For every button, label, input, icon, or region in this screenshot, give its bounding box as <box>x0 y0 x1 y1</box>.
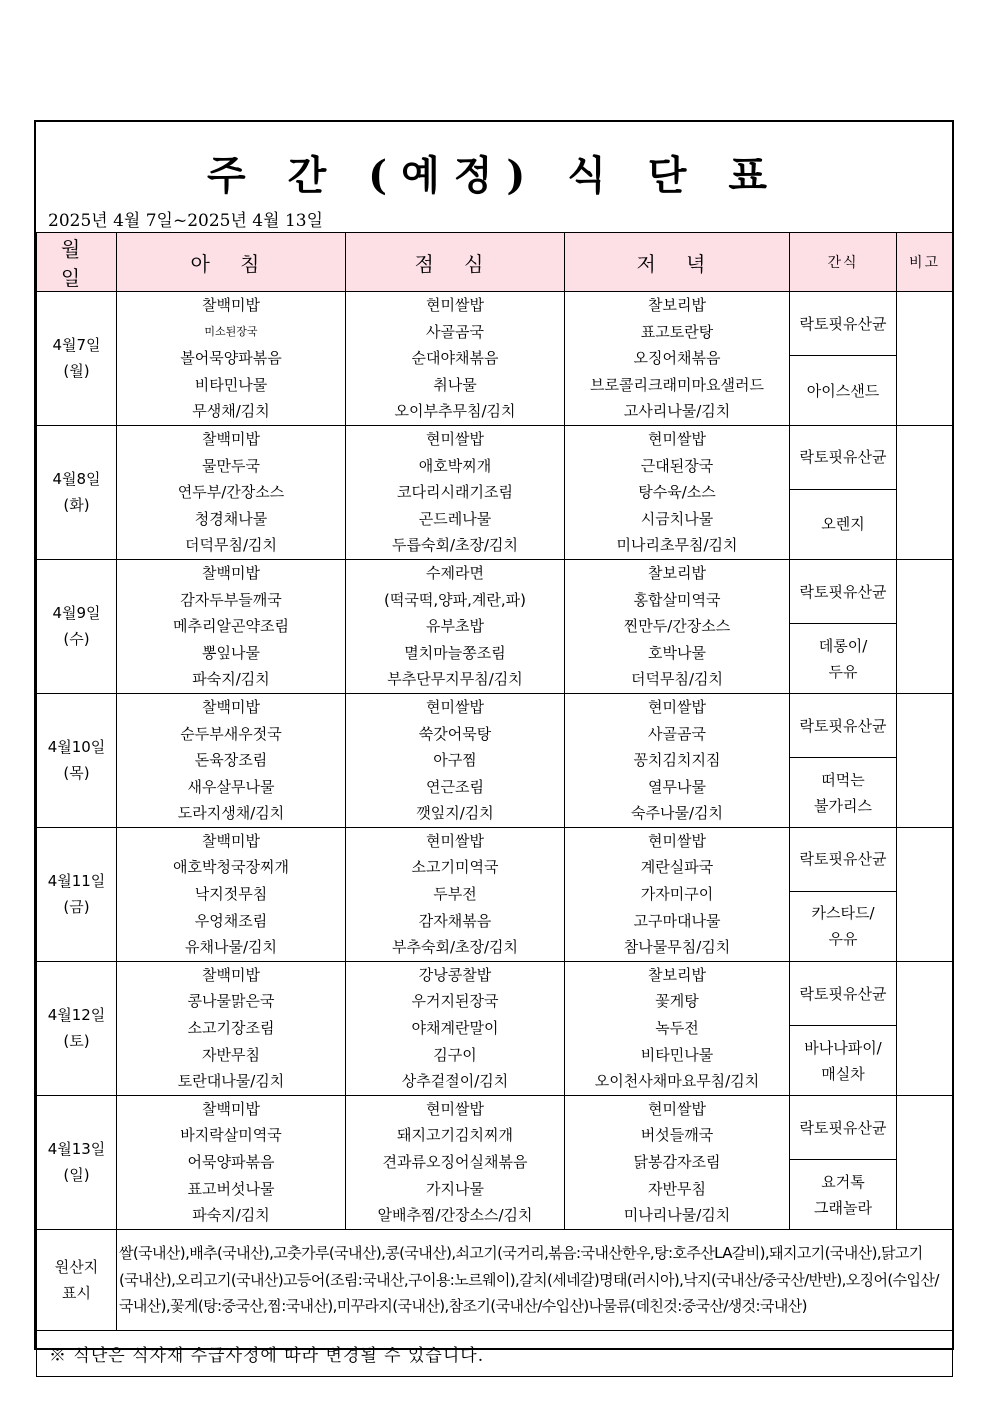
lunch-item: 곤드레나물 <box>418 509 492 528</box>
lunch-item: 알배추찜/간장소스/김치 <box>377 1206 533 1225</box>
breakfast-item: 표고버섯나물 <box>187 1179 275 1198</box>
breakfast-cell <box>117 961 346 1095</box>
dinner-item: 더덕무침/김치 <box>631 670 723 689</box>
header-date: 월 일 <box>37 233 117 292</box>
lunch-item: 코다리시래기조림 <box>397 483 513 502</box>
dinner-item: 숙주나물/김치 <box>631 804 723 823</box>
lunch-item: 취나물 <box>433 375 477 394</box>
origin-label-line1: 원산지 <box>54 1257 99 1276</box>
snack-probiotic: 락토핏유산균 <box>790 693 897 757</box>
snack-probiotic: 락토핏유산균 <box>790 827 897 891</box>
breakfast-item: 유채나물/김치 <box>185 938 277 957</box>
lunch-item: 감자채볶음 <box>418 911 492 930</box>
origin-text: 쌀(국내산),배추(국내산),고춧가루(국내산),콩(국내산),쇠고기(국거리,볶음:국내산한우,탕:호주산LA갈비),돼지고기(국내산),닭고기(국내산),오리고기(국내산)고등어(조림:국내산,구이용:노르웨이),갈치(세네갈)명태(러시아),낙지(국내산/중국산/반반),오징어(수입산/국내산),꽃게(탕:중국산,찜:국내산),미꾸라지(국내산),참조기(국내산/수입산)나물류(데친것:중국산/생것:국내산) <box>117 1229 953 1330</box>
dinner-item: 버섯들깨국 <box>640 1126 714 1145</box>
lunch-item: 강낭콩찰밥 <box>418 965 492 984</box>
breakfast-item: 비타민나물 <box>194 375 268 394</box>
breakfast-item: 찰백미밥 <box>202 697 260 716</box>
snack-item: 데롱이/ <box>818 636 868 655</box>
footer-row <box>37 1330 953 1376</box>
dinner-item: 근대된장국 <box>640 456 714 475</box>
dinner-cell <box>565 292 790 426</box>
breakfast-cell <box>117 693 346 827</box>
dinner-cell <box>565 961 790 1095</box>
dinner-item: 오이천사채마요무침/김치 <box>594 1072 760 1091</box>
dinner-item: 열무나물 <box>648 777 706 796</box>
dinner-item: 꽃게탕 <box>655 992 699 1011</box>
breakfast-item: 토란대나물/김치 <box>177 1072 285 1091</box>
lunch-item: 쑥갓어묵탕 <box>418 724 492 743</box>
menu-table <box>36 232 953 1377</box>
lunch-item: 우거지된장국 <box>411 992 499 1011</box>
snack-item: 카스타드/ <box>811 904 875 923</box>
day-date: 4월11일 <box>47 872 106 891</box>
lunch-item: 현미쌀밥 <box>426 697 484 716</box>
lunch-item: 야채계란말이 <box>411 1019 499 1038</box>
day-row <box>37 559 953 623</box>
day-date-cell <box>37 827 117 961</box>
day-date-cell <box>37 292 117 426</box>
note-cell <box>897 292 953 426</box>
breakfast-item: 찰백미밥 <box>202 429 260 448</box>
snack-item: 우유 <box>828 930 858 949</box>
breakfast-item: 파숙지/김치 <box>192 1206 270 1225</box>
date-range: 2025년 4월 7일~2025년 4월 13일 <box>48 211 323 231</box>
lunch-cell <box>346 1095 565 1229</box>
day-date-cell <box>37 693 117 827</box>
day-row <box>37 827 953 891</box>
breakfast-item: 미소된장국 <box>204 324 258 338</box>
snack-probiotic: 락토핏유산균 <box>790 559 897 623</box>
day-date: 4월10일 <box>47 738 106 757</box>
day-row <box>37 693 953 757</box>
breakfast-cell <box>117 1095 346 1229</box>
breakfast-item: 소고기장조림 <box>187 1019 275 1038</box>
dinner-item: 참나물무침/김치 <box>623 938 731 957</box>
snack-cell <box>790 624 897 694</box>
snack-probiotic: 락토핏유산균 <box>790 425 897 489</box>
snack-item: 떠먹는 <box>821 770 865 789</box>
dinner-item: 찰보리밥 <box>648 965 706 984</box>
breakfast-item: 뽕잎나물 <box>202 643 260 662</box>
day-date-cell <box>37 425 117 559</box>
breakfast-item: 찰백미밥 <box>202 1099 260 1118</box>
lunch-cell <box>346 827 565 961</box>
lunch-item: 현미쌀밥 <box>426 1099 484 1118</box>
breakfast-item: 새우살무나물 <box>187 777 275 796</box>
dinner-item: 브로콜리크래미마요샐러드 <box>590 375 764 394</box>
breakfast-cell <box>117 425 346 559</box>
dinner-item: 찐만두/간장소스 <box>623 617 731 636</box>
day-weekday: (수) <box>63 630 90 649</box>
snack-item: 매실차 <box>821 1064 865 1083</box>
dinner-item: 미나리초무침/김치 <box>616 536 738 555</box>
lunch-cell <box>346 961 565 1095</box>
dinner-item: 사골곰국 <box>648 724 706 743</box>
dinner-cell <box>565 827 790 961</box>
day-date-cell <box>37 559 117 693</box>
header-dinner: 저 녁 <box>565 233 790 292</box>
note-cell <box>897 1095 953 1229</box>
breakfast-item: 찰백미밥 <box>202 965 260 984</box>
dinner-cell <box>565 693 790 827</box>
dinner-item: 현미쌀밥 <box>648 429 706 448</box>
lunch-item: 오이부추무침/김치 <box>394 402 516 421</box>
day-weekday: (월) <box>63 362 90 381</box>
day-date: 4월13일 <box>47 1140 106 1159</box>
day-weekday: (목) <box>63 764 90 783</box>
breakfast-item: 파숙지/김치 <box>192 670 270 689</box>
breakfast-item: 도라지생채/김치 <box>177 804 285 823</box>
breakfast-cell <box>117 827 346 961</box>
day-row <box>37 292 953 356</box>
note-cell <box>897 559 953 693</box>
dinner-item: 현미쌀밥 <box>648 1099 706 1118</box>
origin-label <box>37 1229 117 1330</box>
lunch-item: 순대야채볶음 <box>411 349 499 368</box>
breakfast-item: 바지락살미역국 <box>180 1126 282 1145</box>
lunch-cell <box>346 425 565 559</box>
breakfast-item: 낙지젓무침 <box>194 885 268 904</box>
breakfast-item: 물만두국 <box>202 456 260 475</box>
breakfast-item: 감자두부들깨국 <box>180 590 282 609</box>
snack-item: 요거톡 <box>821 1172 865 1191</box>
lunch-item: 현미쌀밥 <box>426 429 484 448</box>
header-breakfast: 아 침 <box>117 233 346 292</box>
lunch-item: 견과류오징어실채볶음 <box>382 1153 528 1171</box>
lunch-cell <box>346 292 565 426</box>
breakfast-item: 찰백미밥 <box>202 831 260 850</box>
header-row <box>37 233 953 292</box>
snack-item: 바나나파이/ <box>804 1038 882 1057</box>
origin-label-line2: 표시 <box>62 1283 91 1302</box>
breakfast-item: 메추리알곤약조림 <box>173 617 289 636</box>
day-date: 4월12일 <box>47 1006 106 1025</box>
dinner-item: 가자미구이 <box>640 885 714 904</box>
note-cell <box>897 961 953 1095</box>
note-cell <box>897 827 953 961</box>
lunch-item: 현미쌀밥 <box>426 831 484 850</box>
day-date: 4월8일 <box>52 470 101 489</box>
dinner-item: 자반무침 <box>648 1179 706 1198</box>
breakfast-item: 찰백미밥 <box>202 296 260 314</box>
day-date: 4월7일 <box>52 336 101 355</box>
lunch-item: 애호박찌개 <box>418 456 492 475</box>
lunch-item: 사골곰국 <box>426 322 484 341</box>
lunch-item: 부추단무지무침/김치 <box>387 670 523 689</box>
snack-cell <box>790 1026 897 1096</box>
lunch-item: 가지나물 <box>426 1179 484 1198</box>
dinner-item: 비타민나물 <box>640 1045 714 1064</box>
dinner-item: 고사리나물/김치 <box>623 402 731 421</box>
note-cell <box>897 425 953 559</box>
lunch-item: 멸치마늘쫑조림 <box>404 643 506 662</box>
footer-note: ※ 식단은 식자재 수급사정에 따라 변경될 수 있습니다. <box>37 1330 953 1376</box>
origin-row <box>37 1229 953 1330</box>
lunch-item: 유부초밥 <box>426 617 484 636</box>
day-weekday: (금) <box>63 898 90 917</box>
breakfast-item: 순두부새우젓국 <box>180 724 282 743</box>
lunch-item: 김구이 <box>433 1045 477 1064</box>
lunch-item: (떡국떡,양파,계란,파) <box>384 590 526 609</box>
menu-sheet <box>34 120 954 1366</box>
lunch-item: 돼지고기김치찌개 <box>397 1126 513 1145</box>
dinner-item: 녹두전 <box>655 1019 699 1038</box>
breakfast-item: 애호박청국장찌개 <box>173 858 289 877</box>
lunch-item: 부추숙회/초장/김치 <box>391 938 519 957</box>
snack-probiotic: 락토핏유산균 <box>790 961 897 1025</box>
lunch-cell <box>346 559 565 693</box>
snack-item: 아이스샌드 <box>806 381 880 400</box>
lunch-item: 깻잎지/김치 <box>416 804 494 823</box>
breakfast-item: 찰백미밥 <box>202 563 260 582</box>
dinner-item: 현미쌀밥 <box>648 831 706 850</box>
snack-item: 오렌지 <box>821 515 865 534</box>
snack-probiotic: 락토핏유산균 <box>790 1095 897 1159</box>
breakfast-item: 연두부/간장소스 <box>177 483 285 502</box>
lunch-item: 아구찜 <box>433 751 477 770</box>
dinner-item: 홍합살미역국 <box>633 590 721 609</box>
snack-item: 그래놀라 <box>814 1198 872 1217</box>
dinner-item: 미나리나물/김치 <box>623 1206 731 1225</box>
dinner-cell <box>565 1095 790 1229</box>
dinner-item: 찰보리밥 <box>648 296 706 314</box>
dinner-item: 고구마대나물 <box>633 911 721 930</box>
lunch-item: 연근조림 <box>426 777 484 796</box>
breakfast-item: 볼어묵양파볶음 <box>180 349 282 368</box>
page-title: 주 간 (예정) 식 단 표 <box>207 152 781 199</box>
breakfast-item: 자반무침 <box>202 1045 260 1064</box>
snack-item: 두유 <box>828 662 858 681</box>
dinner-item: 계란실파국 <box>640 858 714 877</box>
breakfast-item: 무생채/김치 <box>192 402 270 421</box>
note-cell <box>897 693 953 827</box>
dinner-item: 호박나물 <box>648 643 706 662</box>
day-date: 4월9일 <box>52 604 101 623</box>
dinner-item: 닭봉감자조림 <box>633 1153 721 1171</box>
header-note: 비고 <box>897 233 953 292</box>
lunch-item: 두부전 <box>433 885 477 904</box>
day-weekday: (화) <box>63 496 90 515</box>
day-row <box>37 425 953 489</box>
lunch-item: 상추겉절이/김치 <box>401 1072 509 1091</box>
breakfast-cell <box>117 292 346 426</box>
lunch-item: 수제라면 <box>426 563 484 582</box>
header-snack: 간식 <box>790 233 897 292</box>
dinner-item: 표고토란탕 <box>640 322 714 341</box>
snack-cell <box>790 489 897 559</box>
day-date-cell <box>37 1095 117 1229</box>
day-date-cell <box>37 961 117 1095</box>
lunch-item: 두릅숙회/초장/김치 <box>391 536 519 555</box>
dinner-cell <box>565 425 790 559</box>
day-row <box>37 1095 953 1159</box>
breakfast-cell <box>117 559 346 693</box>
day-weekday: (일) <box>63 1166 90 1185</box>
lunch-item: 현미쌀밥 <box>426 296 484 314</box>
breakfast-item: 돈육장조림 <box>194 751 268 770</box>
snack-cell <box>790 356 897 426</box>
snack-cell <box>790 891 897 961</box>
header-lunch: 점 심 <box>346 233 565 292</box>
breakfast-item: 우엉채조림 <box>194 911 268 930</box>
snack-cell <box>790 758 897 828</box>
dinner-item: 꽁치김치지짐 <box>633 751 721 770</box>
breakfast-item: 더덕무침/김치 <box>185 536 277 555</box>
day-weekday: (토) <box>63 1032 90 1051</box>
dinner-item: 오징어채볶음 <box>633 349 721 368</box>
snack-cell <box>790 1160 897 1230</box>
lunch-item: 소고기미역국 <box>411 858 499 877</box>
lunch-cell <box>346 693 565 827</box>
dinner-item: 탕수육/소스 <box>638 483 716 502</box>
snack-probiotic: 락토핏유산균 <box>790 292 897 356</box>
dinner-item: 시금치나물 <box>640 509 714 528</box>
dinner-item: 찰보리밥 <box>648 563 706 582</box>
breakfast-item: 청경채나물 <box>194 509 268 528</box>
snack-item: 불가리스 <box>814 796 872 815</box>
breakfast-item: 어묵양파볶음 <box>187 1153 275 1171</box>
dinner-cell <box>565 559 790 693</box>
day-row <box>37 961 953 1025</box>
breakfast-item: 콩나물맑은국 <box>187 992 275 1011</box>
dinner-item: 현미쌀밥 <box>648 697 706 716</box>
